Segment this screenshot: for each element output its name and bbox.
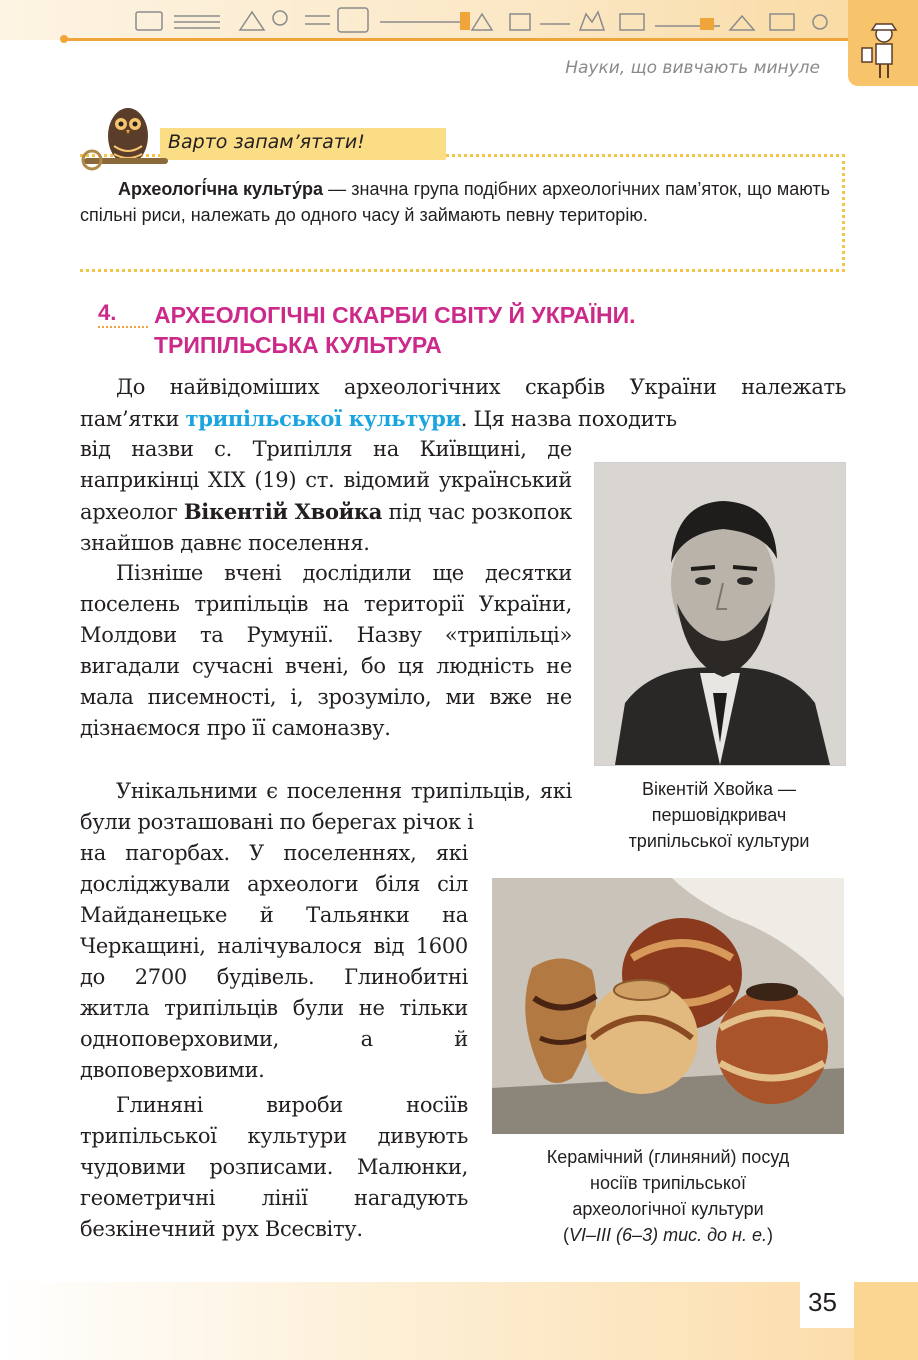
footer-corner <box>854 1282 918 1360</box>
paragraph-1-text-b: . Ця назва походить <box>460 407 677 431</box>
section-number-underline <box>98 326 148 328</box>
chapter-corner-tab <box>848 0 918 86</box>
page-number: 35 <box>808 1287 837 1317</box>
memo-term: Археологі́чна культу́ра <box>118 179 324 199</box>
footer-band <box>0 1282 918 1360</box>
memo-definition-text: — значна група подібних археологічних пам’яток, що мають спільні риси, належать до одного часу й займають певну територію. <box>80 179 830 225</box>
section-number: 4. <box>98 300 117 325</box>
portrait-khvoika-photo <box>594 462 846 766</box>
portrait-caption-line-3: трипільської культури <box>628 831 810 851</box>
memo-title: Варто запам’ятати! <box>168 131 365 153</box>
person-name-khvoika: Вікентій Хвойка <box>183 499 383 524</box>
header-rule <box>62 38 852 41</box>
pottery-caption-line-2: носіїв трипільської <box>590 1173 746 1193</box>
paragraph-1-text-d: під час розкопок знайшов давнє поселення. <box>80 500 572 555</box>
paragraph-3-text-a: Унікальними є поселення трипільців, які були розташовані по берегах річок і <box>80 779 572 834</box>
paragraph-3-bottom <box>80 838 468 1086</box>
portrait-caption-line-2: першовідкривач <box>651 805 787 825</box>
trypillia-pottery-photo <box>492 878 844 1134</box>
pottery-caption <box>492 1144 844 1248</box>
paragraph-4 <box>80 1090 468 1245</box>
explorer-icon <box>848 0 918 86</box>
pottery-caption-date: VI–III (6–3) тис. до н. е. <box>569 1225 767 1245</box>
portrait-caption <box>594 776 844 854</box>
paragraph-2 <box>80 558 572 744</box>
header-ornament-icons <box>130 4 840 36</box>
pottery-caption-line-3: археологічної культури <box>572 1199 764 1219</box>
memo-definition <box>80 176 830 228</box>
term-trypillia-culture[interactable]: трипільської культури <box>185 406 461 431</box>
pottery-caption-line-4: (VI–III (6–3) тис. до н. е.) <box>563 1225 773 1245</box>
portrait-caption-line-1: Вікентій Хвойка — <box>641 779 797 799</box>
paragraph-1-text-a: До найвідоміших археологічних скарбів України належать пам’ятки <box>80 375 846 431</box>
paragraph-1-top <box>80 372 846 435</box>
section-title-line-2: ТРИПІЛЬСЬКА КУЛЬТУРА <box>154 332 442 358</box>
pottery-caption-line-1: Керамічний (глиняний) посуд <box>546 1147 790 1167</box>
paragraph-3-top <box>80 776 572 838</box>
paragraph-1-bottom <box>80 434 572 559</box>
running-head: Науки, що вивчають минуле <box>565 58 820 78</box>
section-title-line-1: АРХЕОЛОГІЧНІ СКАРБИ СВІТУ Й УКРАЇНИ. <box>154 302 636 328</box>
paragraph-1-text-c: від назви с. Трипілля на Київщині, де наприкінці XIX (19) ст. відомий український археолог <box>80 437 572 524</box>
header-rule-dot <box>60 35 68 43</box>
paragraph-3-text-b: на пагорбах. У поселеннях, які досліджували археологи біля сіл Майданецьке й Тальянки на Черкащині, налічувалося від 1600 до 2700 будівель. Глинобитні житла трипільців були не тільки одноповерховими, а й двоповерховими. <box>80 841 468 1082</box>
paragraph-2-text: Пізніше вчені дослідили ще десятки поселень трипільців на території України, Молдови та Румунії. Назву «трипільці» вигадали сучасні вчені, бо ця людність не мала писемності, і, зрозуміло, ми вже не дізнаємося про її самоназву. <box>80 561 572 740</box>
owl-icon <box>78 96 174 182</box>
paragraph-4-text: Глиняні вироби носіїв трипільської культури дивують чудовими розписами. Малюнки, геометричні лінії нагадують безкінечний рух Всесвіту. <box>80 1093 468 1241</box>
section-title <box>154 300 774 360</box>
